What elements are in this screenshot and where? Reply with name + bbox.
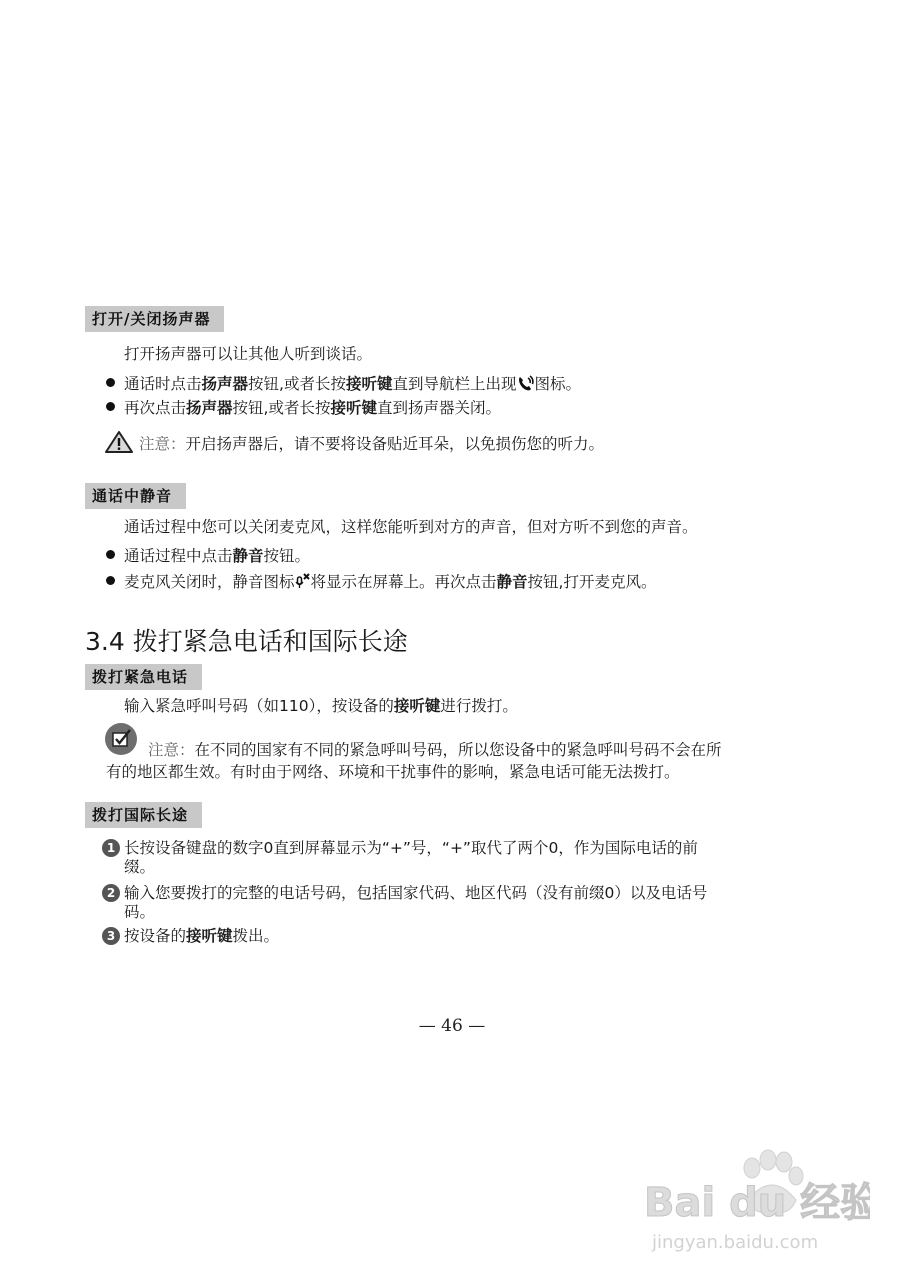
speaker-warning: 注意：开启扬声器后，请不要将设备贴近耳朵，以免损伤您的听力。 bbox=[104, 430, 604, 454]
section-heading-speaker: 打开/关闭扬声器 bbox=[85, 306, 224, 332]
step-number-2-icon: 2 bbox=[102, 884, 120, 902]
chapter-title: 3.4 拨打紧急电话和国际长途 bbox=[85, 627, 408, 656]
baidu-watermark bbox=[640, 1140, 870, 1260]
emergency-text: 输入紧急呼叫号码（如110），按设备的接听键进行拨打。 bbox=[124, 697, 518, 715]
emergency-note-line-2: 有的地区都生效。有时由于网络、环境和干扰事件的影响，紧急电话可能无法拨打。 bbox=[106, 763, 680, 781]
mute-intro: 通话过程中您可以关闭麦克风，这样您能听到对方的声音，但对方听不到您的声音。 bbox=[124, 518, 698, 536]
section-heading-international: 拨打国际长途 bbox=[85, 802, 202, 828]
page-number: — 46 — bbox=[418, 1016, 486, 1036]
bullet-dot-icon bbox=[106, 378, 115, 387]
speaker-bullet-1: 通话时点击扬声器按钮,或者长按接听键直到导航栏上出现 图标。 bbox=[106, 374, 581, 394]
mute-bullet-2: 麦克风关闭时，静音图标 将显示在屏幕上。再次点击静音按钮,打开麦克风。 bbox=[106, 572, 656, 592]
section-heading-emergency: 拨打紧急电话 bbox=[85, 664, 202, 690]
watermark-url: jingyan.baidu.com bbox=[652, 1232, 819, 1253]
speaker-phone-icon bbox=[517, 375, 535, 392]
bullet-dot-icon bbox=[106, 402, 115, 411]
step-number-1-icon: 1 bbox=[102, 839, 120, 857]
watermark-brand: Bai du 经验 bbox=[644, 1180, 870, 1226]
intl-step-1: 1 长按设备键盘的数字0直到屏幕显示为“+”号，“+”取代了两个0，作为国际电话的前 bbox=[102, 838, 698, 858]
mute-microphone-icon bbox=[295, 573, 311, 590]
emergency-note-line-1: 注意：在不同的国家有不同的紧急呼叫号码，所以您设备中的紧急呼叫号码不会在所 bbox=[148, 741, 722, 759]
mute-bullet-1: 通话过程中点击静音按钮。 bbox=[106, 546, 310, 566]
speaker-bullet-2: 再次点击扬声器按钮,或者长按接听键直到扬声器关闭。 bbox=[106, 398, 501, 418]
bullet-dot-icon bbox=[106, 550, 115, 559]
intl-step-3: 3 按设备的接听键拨出。 bbox=[102, 926, 279, 946]
bullet-dot-icon bbox=[106, 576, 115, 585]
note-check-icon bbox=[104, 722, 138, 756]
section-heading-mute: 通话中静音 bbox=[85, 483, 186, 509]
intl-step-2-cont: 码。 bbox=[124, 903, 156, 921]
step-number-3-icon: 3 bbox=[102, 927, 120, 945]
baidu-paw-logo-icon bbox=[640, 1140, 870, 1260]
speaker-intro: 打开扬声器可以让其他人听到谈话。 bbox=[124, 345, 373, 363]
intl-step-1-cont: 缀。 bbox=[124, 858, 156, 876]
intl-step-2: 2 输入您要拨打的完整的电话号码，包括国家代码、地区代码（没有前缀0）以及电话号 bbox=[102, 883, 707, 903]
warning-triangle-icon bbox=[104, 430, 134, 454]
